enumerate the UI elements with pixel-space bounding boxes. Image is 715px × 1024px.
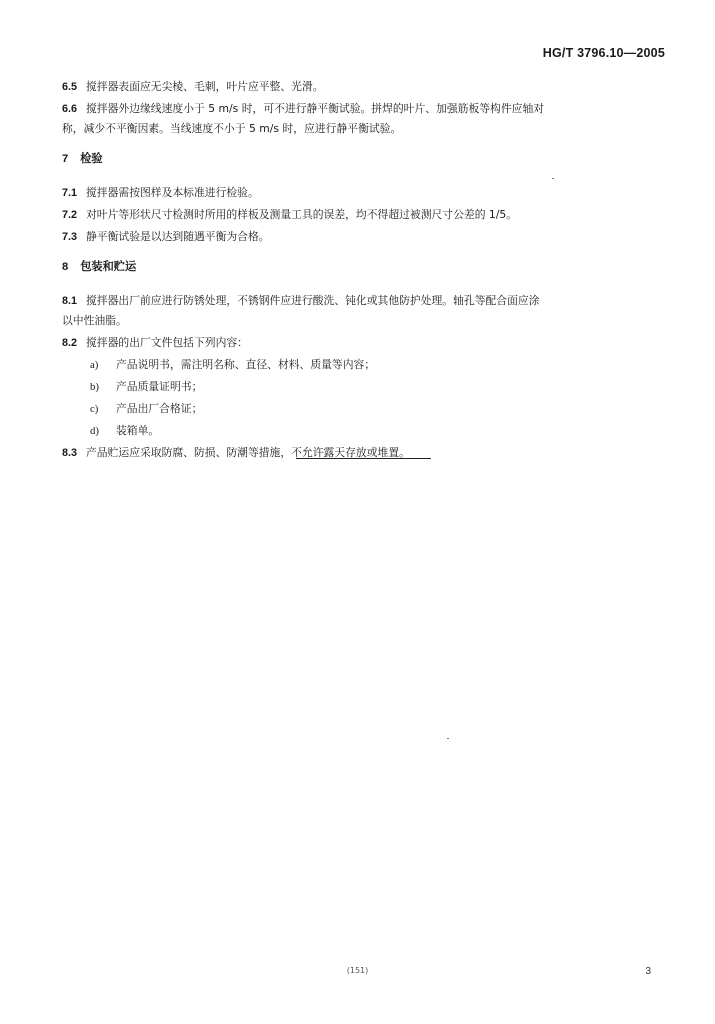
list-item-text: 产品说明书，需注明名称、直径、材料、质量等内容； <box>116 358 376 371</box>
clause-number: 8.3 <box>62 447 78 459</box>
list-marker: d) <box>90 425 99 437</box>
clause-number: 7.2 <box>62 209 78 221</box>
clause-text: 搅拌器需按图样及本标准进行检验。 <box>86 186 259 199</box>
clause-number: 8.2 <box>62 337 78 349</box>
list-item <box>62 420 668 442</box>
clause-6-6-continued: 称，减少不平衡因素。当线速度不小于 5 m/s 时，应进行静平衡试验。 <box>62 122 402 135</box>
section-title: 包装和贮运 <box>80 260 137 273</box>
clause-text: 产品贮运应采取防腐、防损、防潮等措施，不允许露天存放或堆置。 <box>86 446 410 459</box>
clause-text: 静平衡试验是以达到随遇平衡为合格。 <box>86 230 270 243</box>
clause-number: 8.1 <box>62 295 78 307</box>
list-marker: b) <box>90 381 99 393</box>
clause-8-2 <box>62 332 668 354</box>
section-7-heading <box>62 148 668 170</box>
clause-8-3 <box>62 442 668 464</box>
clause-7-3 <box>62 226 668 248</box>
list-item-text: 装箱单。 <box>116 424 160 437</box>
clause-text: 搅拌器外边缘线速度小于 5 m/s 时，可不进行静平衡试验。拼焊的叶片、加强筋板等构件应轴对 <box>86 102 545 115</box>
clause-6-6 <box>62 98 668 120</box>
document-body <box>62 76 668 464</box>
standard-code-header: HG/T 3796.10—2005 <box>542 46 665 60</box>
list-marker: c) <box>90 403 99 415</box>
clause-number: 7.3 <box>62 231 78 243</box>
list-item-text: 产品出厂合格证； <box>116 402 203 415</box>
clause-6-5 <box>62 76 668 98</box>
clause-text: 搅拌器的出厂文件包括下列内容： <box>86 336 248 349</box>
list-item <box>62 354 668 376</box>
clause-7-2 <box>62 204 668 226</box>
list-item <box>62 398 668 420</box>
clause-text: 对叶片等形状尺寸检测时所用的样板及测量工具的误差，均不得超过被测尺寸公差的 1/5。 <box>86 208 518 221</box>
list-marker: a) <box>90 359 99 371</box>
scan-speck <box>552 178 554 179</box>
clause-7-1 <box>62 182 668 204</box>
clause-text: 搅拌器表面应无尖棱、毛刺，叶片应平整、光滑。 <box>86 80 324 93</box>
section-number: 7 <box>62 153 69 165</box>
clause-number: 7.1 <box>62 187 78 199</box>
list-item <box>62 376 668 398</box>
footer-center-mark: (151) <box>346 966 369 975</box>
clause-text: 搅拌器出厂前应进行防锈处理，不锈钢件应进行酸洗、钝化或其他防护处理。轴孔等配合面应涂 <box>86 294 540 307</box>
end-of-standard-rule <box>296 458 431 459</box>
list-item-text: 产品质量证明书； <box>116 380 203 393</box>
clause-8-1 <box>62 290 668 312</box>
page-number: 3 <box>645 966 651 977</box>
clause-number: 6.6 <box>62 103 78 115</box>
clause-number: 6.5 <box>62 81 78 93</box>
section-title: 检验 <box>80 152 103 165</box>
clause-8-1-continued: 以中性油脂。 <box>62 314 127 327</box>
section-8-heading <box>62 256 668 278</box>
section-number: 8 <box>62 261 69 273</box>
scan-speck <box>447 738 449 739</box>
